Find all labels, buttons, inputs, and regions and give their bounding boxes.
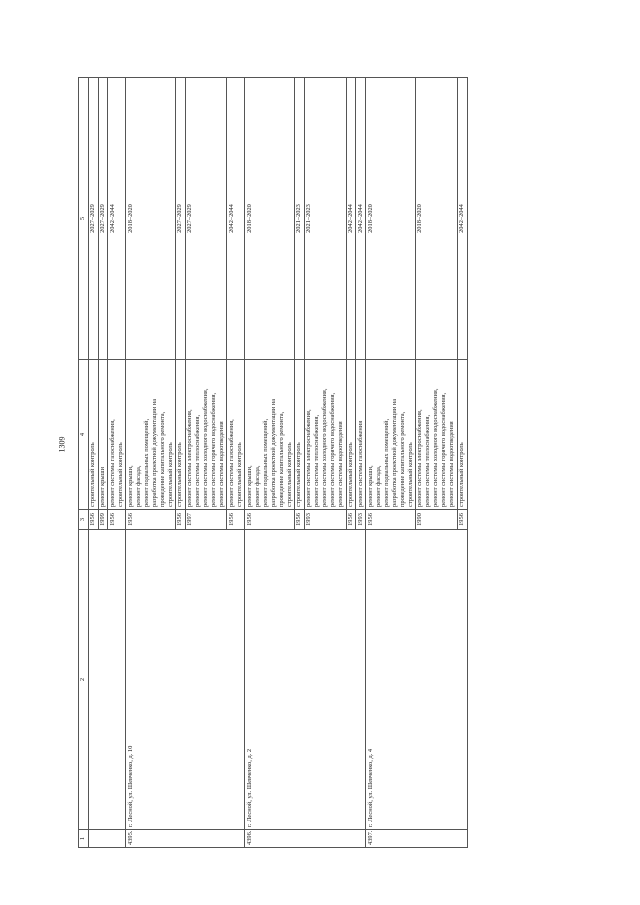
work-item: ремонт фасада, <box>374 465 382 507</box>
year-cell: 1956 <box>175 510 185 530</box>
works-cell <box>415 360 457 510</box>
work-item: ремонт крыши, <box>126 465 134 507</box>
header-cell: 3 <box>79 510 89 530</box>
work-item: ремонт крыши <box>98 466 106 507</box>
table-row <box>245 78 295 848</box>
period-cell: 2027–2029 <box>185 78 227 360</box>
header-cell: 4 <box>79 360 89 510</box>
period-cell: 2021–2023 <box>295 78 305 360</box>
works-cell <box>295 360 305 510</box>
building-number-cell: 4396. <box>245 830 366 848</box>
work-item: строительный контроль <box>89 442 97 507</box>
building-number-cell <box>88 830 125 848</box>
year-cell: 1956 <box>227 510 245 530</box>
header-cell: 1 <box>79 830 89 848</box>
work-item: ремонт системы теплоснабжения, <box>194 414 202 507</box>
repair-schedule-table <box>78 77 468 848</box>
period-cell: 2021–2023 <box>304 78 346 360</box>
work-item: ремонт системы горячего водоснабжения, <box>210 392 218 507</box>
table-row <box>366 78 416 848</box>
table-row <box>88 78 98 848</box>
year-cell: 1993 <box>356 510 366 530</box>
work-item: строительный контроль <box>346 442 354 507</box>
year-cell: 1956 <box>457 510 467 530</box>
building-number-cell: 4397. <box>366 830 467 848</box>
work-item: ремонт фасада, <box>134 465 142 507</box>
work-item: строительный контроль <box>406 442 414 507</box>
period-cell: 2018–2020 <box>415 78 457 360</box>
year-cell: 1956 <box>126 510 176 530</box>
work-item: проведение капитального ремонта, <box>158 411 166 507</box>
work-item: строительный контроль <box>295 442 303 507</box>
work-item: строительный контроль <box>116 442 124 507</box>
works-cell <box>175 360 185 510</box>
works-cell <box>227 360 245 510</box>
work-item: ремонт системы водоотведения <box>337 421 345 507</box>
header-row <box>79 78 89 848</box>
address-cell: г. Лесной, ул. Шевченко, д. 10 <box>126 530 245 830</box>
work-item: ремонт фасада, <box>253 465 261 507</box>
table-body <box>88 78 467 848</box>
work-item: ремонт подвальных помещений, <box>142 418 150 507</box>
year-cell: 1997 <box>185 510 227 530</box>
work-item: строительный контроль <box>458 442 466 507</box>
work-item: ремонт системы холодного водоснабжения, <box>321 388 329 507</box>
works-cell <box>98 360 108 510</box>
year-cell: 1956 <box>295 510 305 530</box>
period-cell: 2018–2020 <box>245 78 295 360</box>
period-cell: 2027–2029 <box>98 78 108 360</box>
work-item: ремонт подвальных помещений, <box>382 418 390 507</box>
year-cell: 1956 <box>108 510 126 530</box>
year-cell: 1956 <box>366 510 416 530</box>
period-cell: 2018–2020 <box>126 78 176 360</box>
works-cell <box>108 360 126 510</box>
work-item: строительный контроль <box>166 442 174 507</box>
work-item: ремонт системы газоснабжения, <box>227 419 235 507</box>
work-item: ремонт крыши, <box>366 465 374 507</box>
year-cell: 1999 <box>98 510 108 530</box>
year-cell: 1990 <box>415 510 457 530</box>
address-cell <box>88 530 125 830</box>
work-item: ремонт подвальных помещений, <box>261 418 269 507</box>
works-cell <box>366 360 416 510</box>
address-cell: г. Лесной, ул. Шевченко, д. 2 <box>245 530 366 830</box>
year-cell: 1956 <box>346 510 356 530</box>
works-cell <box>304 360 346 510</box>
works-cell <box>245 360 295 510</box>
period-cell: 2042–2044 <box>108 78 126 360</box>
works-cell <box>88 360 98 510</box>
table-row <box>126 78 176 848</box>
page-number: 1309 <box>57 436 67 453</box>
period-cell: 2027–2029 <box>175 78 185 360</box>
work-item: ремонт системы холодного водоснабжения, <box>432 388 440 507</box>
work-item: строительный контроль <box>285 442 293 507</box>
works-cell <box>457 360 467 510</box>
work-item: строительный контроль <box>235 442 243 507</box>
header-cell: 5 <box>79 78 89 360</box>
work-item: ремонт системы теплоснабжения, <box>424 414 432 507</box>
address-cell: г. Лесной, ул. Шевченко, д. 4 <box>366 530 467 830</box>
work-item: разработка проектной документации на <box>150 398 158 507</box>
period-cell: 2042–2044 <box>457 78 467 360</box>
year-cell: 1993 <box>304 510 346 530</box>
year-cell: 1956 <box>245 510 295 530</box>
work-item: разработка проектной документации на <box>269 398 277 507</box>
work-item: проведение капитального ремонта, <box>398 411 406 507</box>
building-number-cell: 4395. <box>126 830 245 848</box>
rotated-table-container <box>78 78 468 848</box>
work-item: проведение капитального ремонта, <box>277 411 285 507</box>
work-item: ремонт системы водоотведения <box>218 421 226 507</box>
work-item: ремонт крыши, <box>245 465 253 507</box>
works-cell <box>185 360 227 510</box>
work-item: ремонт системы электроснабжения, <box>186 409 194 507</box>
work-item: ремонт системы горячего водоснабжения, <box>329 392 337 507</box>
period-cell: 2018–2020 <box>366 78 416 360</box>
works-cell <box>356 360 366 510</box>
period-cell: 2042–2044 <box>346 78 356 360</box>
period-cell: 2027–2029 <box>88 78 98 360</box>
works-cell <box>346 360 356 510</box>
work-item: строительный контроль <box>176 442 184 507</box>
work-item: ремонт системы водоотведения <box>448 421 456 507</box>
work-item: ремонт системы электроснабжения, <box>305 409 313 507</box>
work-item: ремонт системы газоснабжения <box>356 420 364 507</box>
work-item: ремонт системы газоснабжения, <box>108 419 116 507</box>
work-item: ремонт системы теплоснабжения, <box>313 414 321 507</box>
work-item: ремонт системы электроснабжения, <box>416 409 424 507</box>
work-item: ремонт системы холодного водоснабжения, <box>202 388 210 507</box>
work-item: ремонт системы горячего водоснабжения, <box>440 392 448 507</box>
period-cell: 2042–2044 <box>356 78 366 360</box>
year-cell: 1956 <box>88 510 98 530</box>
period-cell: 2042–2044 <box>227 78 245 360</box>
works-cell <box>126 360 176 510</box>
header-cell: 2 <box>79 530 89 830</box>
work-item: разработка проектной документации на <box>390 398 398 507</box>
